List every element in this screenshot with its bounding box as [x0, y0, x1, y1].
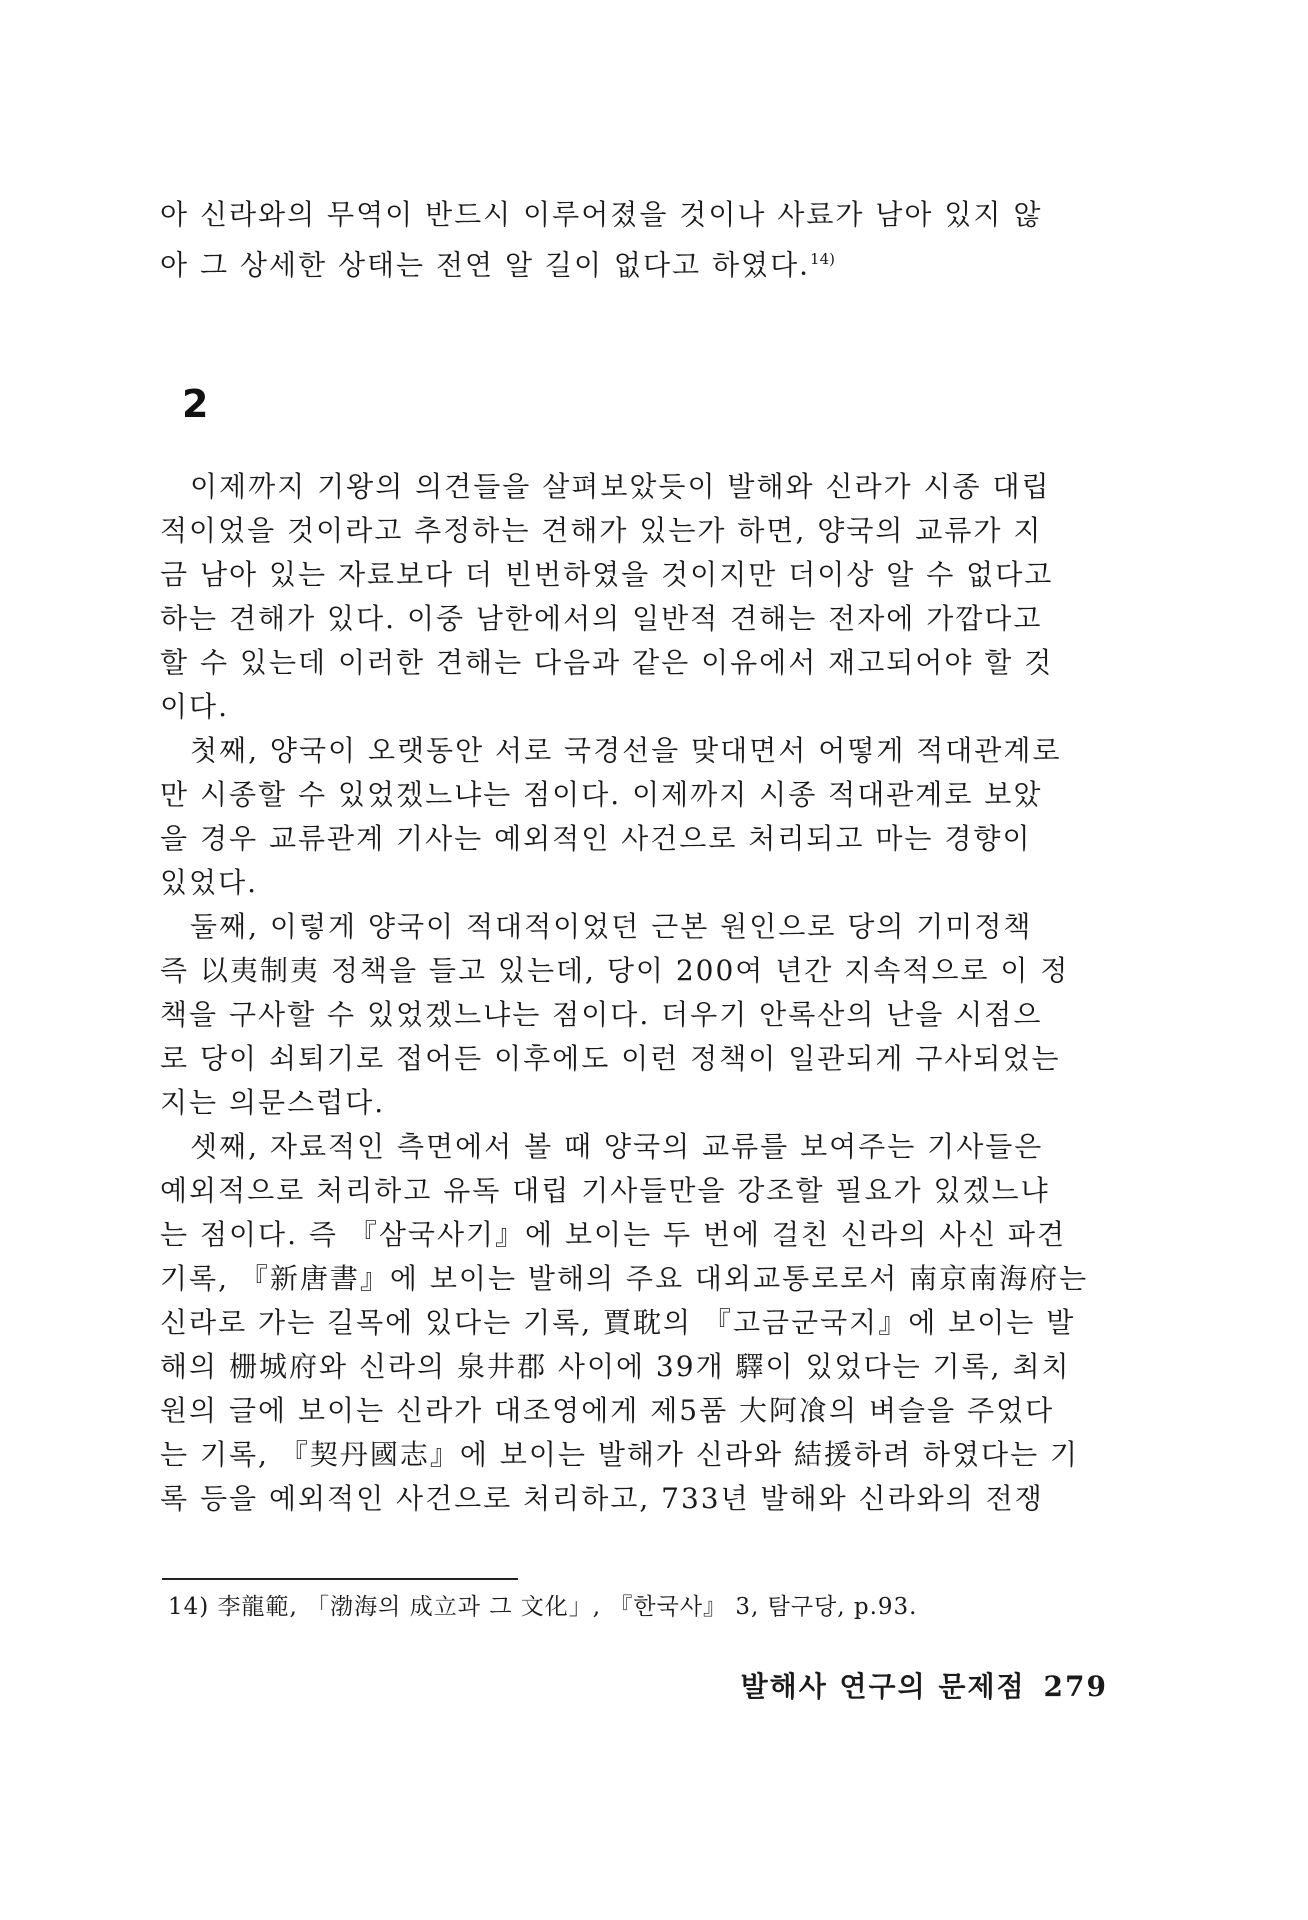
body-line: 셋째, 자료적인 측면에서 볼 때 양국의 교류를 보여주는 기사들은	[160, 1130, 1044, 1163]
body-line: 이다.	[160, 690, 229, 723]
continued-paragraph	[160, 196, 1100, 284]
body-line: 신라로 가는 길목에 있다는 기록, 賈耽의 『고금군국지』에 보이는 발	[160, 1306, 1076, 1339]
paragraph-line-with-note	[160, 240, 1100, 284]
body-line: 록 등을 예외적인 사건으로 처리하고, 733년 발해와 신라와의 전쟁	[160, 1482, 1044, 1515]
body-line: 는 점이다. 즉 『삼국사기』에 보이는 두 번에 걸친 신라의 사신 파견	[160, 1218, 1067, 1251]
body-line: 이제까지 기왕의 의견들을 살펴보았듯이 발해와 신라가 시종 대립	[160, 470, 1051, 503]
section-body	[160, 468, 1100, 1524]
body-line: 해의 栅城府와 신라의 泉井郡 사이에 39개 驛이 있었다는 기록, 최치	[160, 1350, 1071, 1383]
footnote-divider	[162, 1578, 518, 1580]
body-line: 둘째, 이렇게 양국이 적대적이었던 근본 원인으로 당의 기미정책	[160, 910, 1033, 943]
body-line: 적이었을 것이라고 추정하는 견해가 있는가 하면, 양국의 교류가 지	[160, 514, 1043, 547]
footnote-reference: 14)	[810, 250, 835, 268]
body-line: 할 수 있는데 이러한 견해는 다음과 같은 이유에서 재고되어야 할 것	[160, 646, 1054, 679]
section-number: 2	[182, 382, 209, 426]
footnote: 14) 李龍範, 「渤海의 成立과 그 文化」, 『한국사』 3, 탐구당, p.93.	[168, 1594, 918, 1620]
page-footer	[741, 1670, 1108, 1704]
running-title: 발해사 연구의 문제점	[740, 1670, 1026, 1703]
body-line: 금 남아 있는 자료보다 더 빈번하였을 것이지만 더이상 알 수 없다고	[160, 558, 1054, 591]
body-line: 첫째, 양국이 오랫동안 서로 국경선을 맞대면서 어떻게 적대관계로	[160, 734, 1062, 767]
body-line: 즉 以夷制夷 정책을 들고 있는데, 당이 200여 년간 지속적으로 이 정	[160, 954, 1070, 987]
paragraph-line-text: 아 그 상세한 상태는 전연 알 길이 없다고 하였다.	[160, 248, 811, 282]
body-line: 예외적으로 처리하고 유독 대립 기사들만을 강조할 필요가 있겠느냐	[160, 1174, 1050, 1207]
body-line: 만 시종할 수 있었겠느냐는 점이다. 이제까지 시종 적대관계로 보았	[160, 778, 1043, 811]
body-line: 을 경우 교류관계 기사는 예외적인 사건으로 처리되고 마는 경향이	[160, 822, 1032, 855]
body-line: 책을 구사할 수 있었겠느냐는 점이다. 더우기 안록산의 난을 시점으	[160, 998, 1043, 1031]
page-number: 279	[1043, 1670, 1108, 1703]
body-line: 는 기록, 『契丹國志』에 보이는 발해가 신라와 結援하려 하였다는 기	[160, 1438, 1080, 1471]
body-line: 원의 글에 보이는 신라가 대조영에게 제5품 大阿飡의 벼슬을 주었다	[160, 1394, 1055, 1427]
body-line: 지는 의문스럽다.	[160, 1086, 386, 1119]
body-line: 기록, 『新唐書』에 보이는 발해의 주요 대외교통로로서 南京南海府는	[160, 1262, 1089, 1295]
body-line: 하는 견해가 있다. 이중 남한에서의 일반적 견해는 전자에 가깝다고	[160, 602, 1043, 635]
body-line: 로 당이 쇠퇴기로 접어든 이후에도 이런 정책이 일관되게 구사되었는	[160, 1042, 1061, 1075]
body-line: 있었다.	[160, 866, 259, 899]
paragraph-line: 아 신라와의 무역이 반드시 이루어졌을 것이나 사료가 남아 있지 않	[160, 198, 1043, 231]
